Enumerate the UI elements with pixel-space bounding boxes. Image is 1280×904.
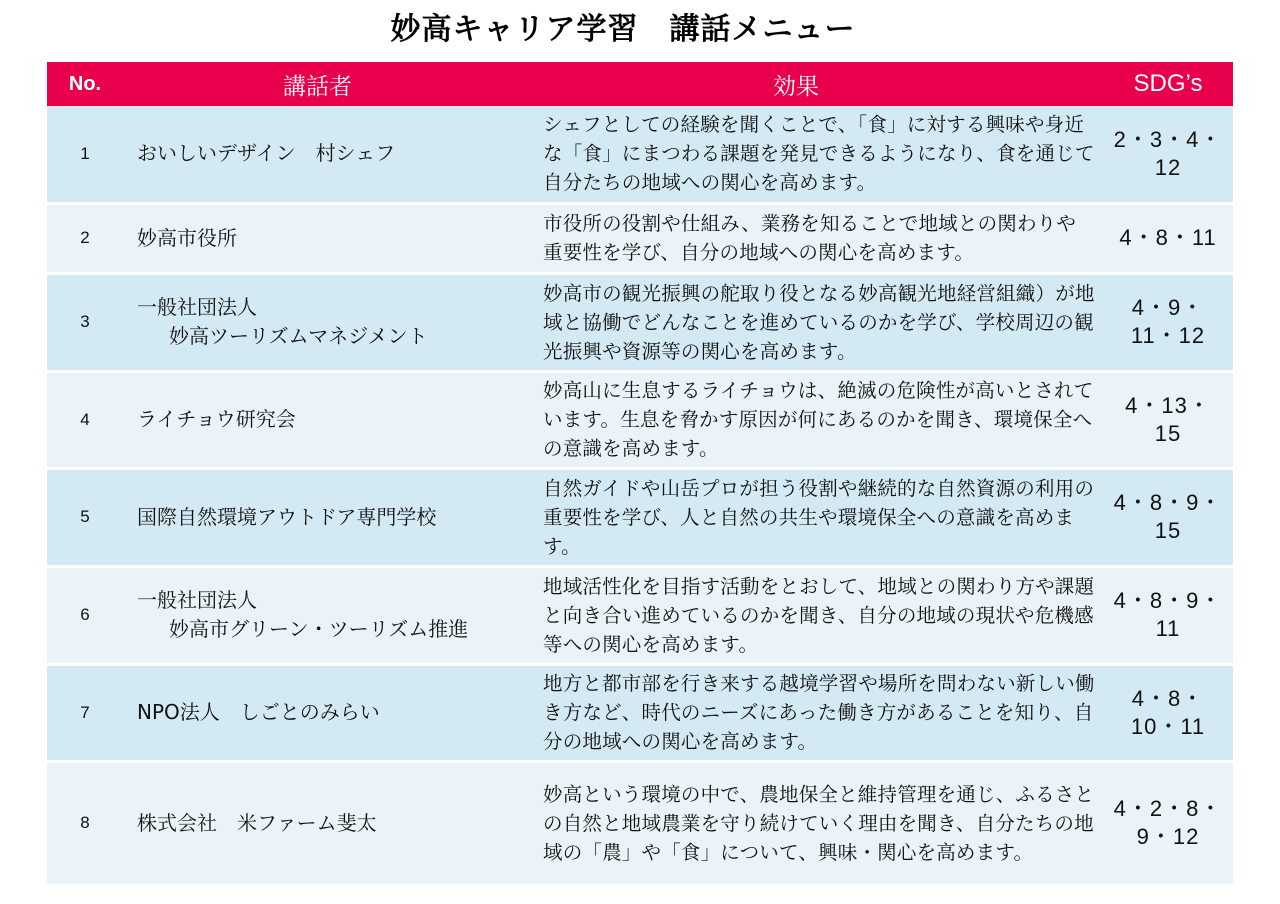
speaker-name: NPO法人 しごとのみらい (137, 700, 380, 724)
effect-cell: シェフとしての経験を聞くことで、「食」に対する興味や身近な「食」にまつわる課題を発見できるようになり、食を通じて自分たちの地域への関心を高めます。 (533, 106, 1103, 203)
row-number: 6 (47, 566, 123, 664)
sdgs-cell (1103, 664, 1233, 761)
sdgs-line: 4・2・8・ (1113, 796, 1223, 821)
header-effect: 効果 (533, 62, 1103, 106)
sdgs-cell (1103, 371, 1233, 468)
speaker-name: 国際自然環境アウトドア専門学校 (137, 504, 437, 529)
effect-cell: 地域活性化を目指す活動をとおして、地域との関わり方や課題と向き合い進めているのかを聞き、自分の地域の現状や危機感等への関心を高めます。 (533, 566, 1103, 664)
sdgs-cell (1103, 273, 1233, 371)
sdgs-line: 4・8・ (1131, 685, 1205, 711)
sdgs-line: 4・8・9・ (1113, 588, 1223, 613)
effect-cell: 自然ガイドや山岳プロが担う役割や継続的な自然資源の利用の重要性を学び、人と自然の共生や環境保全への意識を高めます。 (533, 468, 1103, 566)
speaker-cell (123, 273, 533, 371)
sdgs-cell (1103, 106, 1233, 203)
effect-cell: 市役所の役割や仕組み、業務を知ることで地域との関わりや重要性を学び、自分の地域への関心を高めます。 (533, 203, 1103, 273)
page-title: 妙高キャリア学習 講話メニュー (390, 12, 856, 47)
row-number: 1 (47, 106, 123, 203)
sdgs-line: 9・12 (1136, 824, 1200, 849)
sdgs-line: 11・12 (1130, 323, 1206, 348)
sdgs-cell (1103, 203, 1233, 273)
sdgs-line: 15 (1154, 420, 1182, 446)
sdgs-line: 11 (1155, 616, 1181, 641)
table-row (47, 664, 1233, 761)
row-number: 8 (47, 761, 123, 885)
speaker-org-type: 一般社団法人 (137, 588, 257, 612)
lecture-menu-table (47, 62, 1233, 887)
table-row (47, 566, 1233, 664)
speaker-cell (123, 566, 533, 664)
sdgs-line: 4・8・9・ (1113, 490, 1223, 515)
speaker-cell (123, 106, 533, 203)
table-header-row (47, 62, 1233, 106)
speaker-name: 株式会社 米ファーム斐太 (137, 810, 377, 835)
speaker-name: 妙高市グリーン・ツーリズム推進 (169, 617, 469, 641)
sdgs-line: 2・3・4・ (1113, 126, 1223, 152)
sdgs-cell (1103, 566, 1233, 664)
speaker-cell (123, 664, 533, 761)
speaker-cell (123, 761, 533, 885)
table-row (47, 273, 1233, 371)
table-row (47, 761, 1233, 885)
row-number: 4 (47, 371, 123, 468)
speaker-name: 妙高ツーリズムマネジメント (169, 324, 428, 348)
speaker-cell (123, 371, 533, 468)
row-number: 3 (47, 273, 123, 371)
speaker-name: ライチョウ研究会 (137, 407, 296, 431)
table-row (47, 203, 1233, 273)
sdgs-cell (1103, 761, 1233, 885)
table-row (47, 106, 1233, 203)
sdgs-line: 4・13・ (1125, 392, 1211, 418)
effect-cell: 妙高市の観光振興の舵取り役となる妙高観光地経営組織）が地域と協働でどんなことを進めているのかを学び、学校周辺の観光振興や資源等の関心を高めます。 (533, 273, 1103, 371)
sdgs-line: 12 (1154, 154, 1182, 180)
row-number: 7 (47, 664, 123, 761)
effect-cell: 妙高山に生息するライチョウは、絶滅の危険性が高いとされています。生息を脅かす原因が何にあるのかを聞き、環境保全への意識を高めます。 (533, 371, 1103, 468)
header-no: No. (47, 62, 123, 106)
sdgs-line: 4・9・ (1131, 295, 1205, 320)
row-number: 5 (47, 468, 123, 566)
speaker-name: 妙高市役所 (137, 225, 237, 250)
effect-cell: 地方と都市部を行き来する越境学習や場所を問わない新しい働き方など、時代のニーズにあった働き方があることを知り、自分の地域への関心を高めます。 (533, 664, 1103, 761)
speaker-org-type: 一般社団法人 (137, 295, 257, 319)
header-speaker: 講話者 (123, 62, 533, 106)
sdgs-cell (1103, 468, 1233, 566)
sdgs-line: 15 (1154, 518, 1182, 543)
header-sdgs: SDG’s (1103, 62, 1233, 106)
table-row (47, 371, 1233, 468)
table-row (47, 468, 1233, 566)
effect-cell: 妙高という環境の中で、農地保全と維持管理を通じ、ふるさとの自然と地域農業を守り続けていく理由を聞き、自分たちの地域の「農」や「食」について、興味・関心を高めます。 (533, 761, 1103, 885)
sdgs-line: 4・8・11 (1119, 225, 1217, 250)
speaker-name: おいしいデザイン 村シェフ (137, 141, 396, 166)
speaker-cell (123, 468, 533, 566)
row-number: 2 (47, 203, 123, 273)
sdgs-line: 10・11 (1130, 713, 1206, 739)
speaker-cell (123, 203, 533, 273)
